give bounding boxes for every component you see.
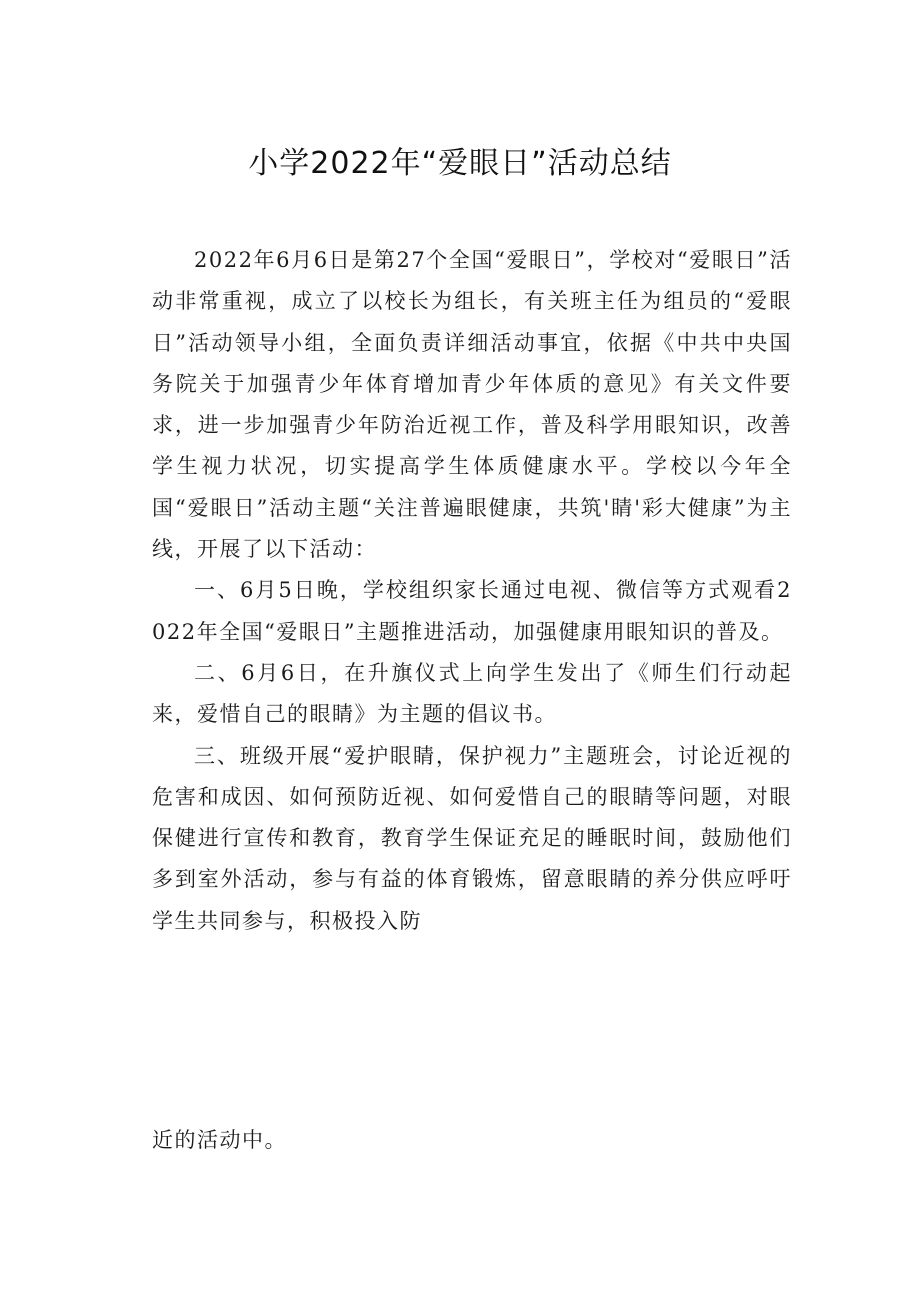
- paragraph-item-2: 二、6月6日，在升旗仪式上向学生发出了《师生们行动起来，爱惜自己的眼睛》为主题的倡议书。: [152, 660, 792, 727]
- paragraph-intro: 2022年6月6日是第27个全国“爱眼日”，学校对“爱眼日”活动非常重视，成立了以校长为组长，有关班主任为组员的“爱眼日”活动领导小组，全面负责详细活动事宜，依据《中共中央国务院关于加强青少年体育增加青少年体质的意见》有关文件要求，进一步加强青少年防治近视工作，普及科学用眼知识，改善学生视力状况，切实提高学生体质健康水平。学校以今年全国“爱眼日”活动主题“关注普遍眼健康，共筑'睛'彩大健康”为主线，开展了以下活动：: [152, 248, 792, 562]
- paragraph-item-3: 三、班级开展“爱护眼睛，保护视力”主题班会，讨论近视的危害和成因、如何预防近视、如何爱惜自己的眼睛等问题，对眼保健进行宣传和教育，教育学生保证充足的睡眠时间，鼓励他们多到室外活动，参与有益的体育锻炼，留意眼睛的养分供应呼吁学生共同参与，积极投入防: [152, 743, 792, 933]
- document-title: 小学2022年“爱眼日”活动总结: [248, 146, 672, 181]
- document-body: [152, 240, 792, 942]
- trailing-line: 近的活动中。: [152, 1128, 287, 1152]
- paragraph-item-1: 一、6月5日晚，学校组织家长通过电视、微信等方式观看2022年全国“爱眼日”主题推进活动，加强健康用眼知识的普及。: [152, 578, 792, 644]
